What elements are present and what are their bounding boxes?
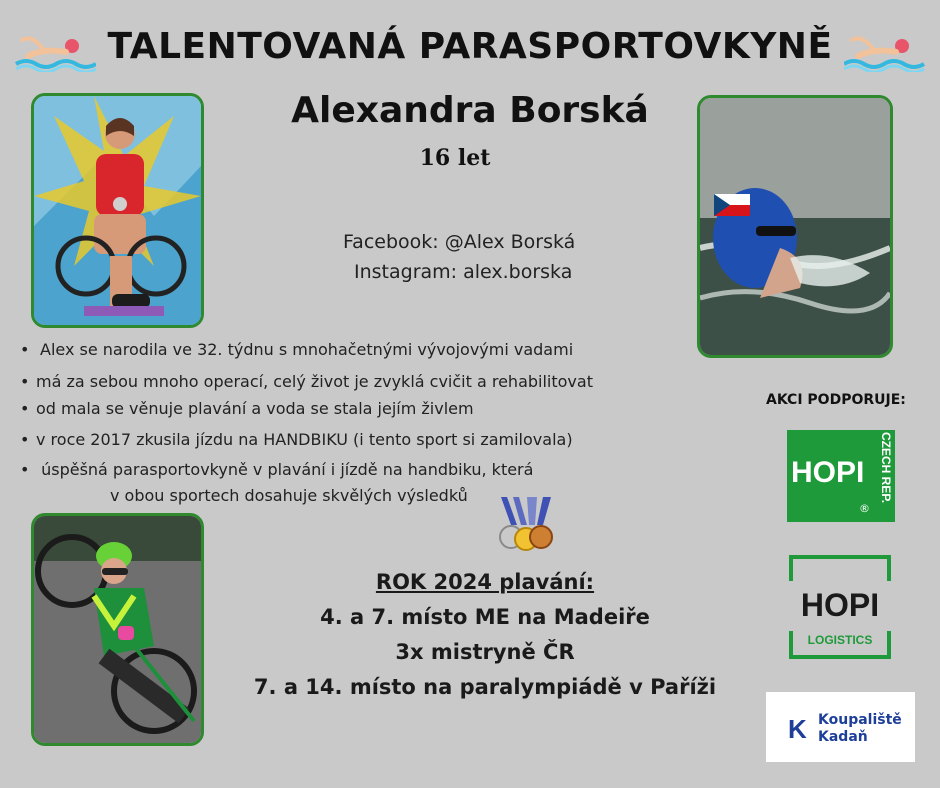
athlete-age: 16 let — [419, 145, 491, 171]
result-line: 7. a 14. místo na paralympiádě v Paříži — [253, 675, 717, 699]
photo-handbike — [31, 513, 204, 746]
medals-icon — [497, 495, 555, 553]
page-title: TALENTOVANÁ PARASPORTOVKYNĚ — [107, 26, 833, 67]
kadan-k-icon: K — [788, 714, 807, 744]
results-heading: ROK 2024 plavání: — [375, 570, 595, 594]
athlete-name: Alexandra Borská — [291, 90, 649, 131]
photo-wheelchair — [31, 93, 204, 328]
facebook-handle: Facebook: @Alex Borská — [343, 231, 576, 253]
photo-swimming — [697, 95, 893, 358]
result-line: 3x mistryně ČR — [395, 640, 575, 664]
koupaliste-kadan-logo: K Koupaliště Kadaň — [766, 692, 915, 762]
instagram-handle: Instagram: alex.borska — [354, 261, 573, 283]
list-item: • Alex se narodila ve 32. týdnu s mnohačetnými vývojovými vadami — [20, 340, 574, 359]
list-item: • v roce 2017 zkusila jízdu na HANDBIKU (i tento sport si zamilovala) — [20, 430, 573, 449]
sponsors-label: AKCI PODPORUJE: — [766, 392, 906, 408]
list-item: • úspěšná parasportovkyně v plavání i jízdě na handbiku, která — [20, 460, 534, 479]
list-item: • od mala se věnuje plavání a voda se stala jejím živlem — [20, 399, 474, 418]
list-item: • má za sebou mnoho operací, celý život je zvyklá cvičit a rehabilitovat — [20, 372, 593, 391]
result-line: 4. a 7. místo ME na Madeiře — [320, 605, 650, 629]
hopi-czech-logo: HOPI CZECH REP. ® — [787, 430, 895, 522]
list-item-continuation: v obou sportech dosahuje skvělých výsledků — [110, 486, 468, 505]
hopi-logistics-logo: HOPI LOGISTICS — [787, 553, 893, 661]
